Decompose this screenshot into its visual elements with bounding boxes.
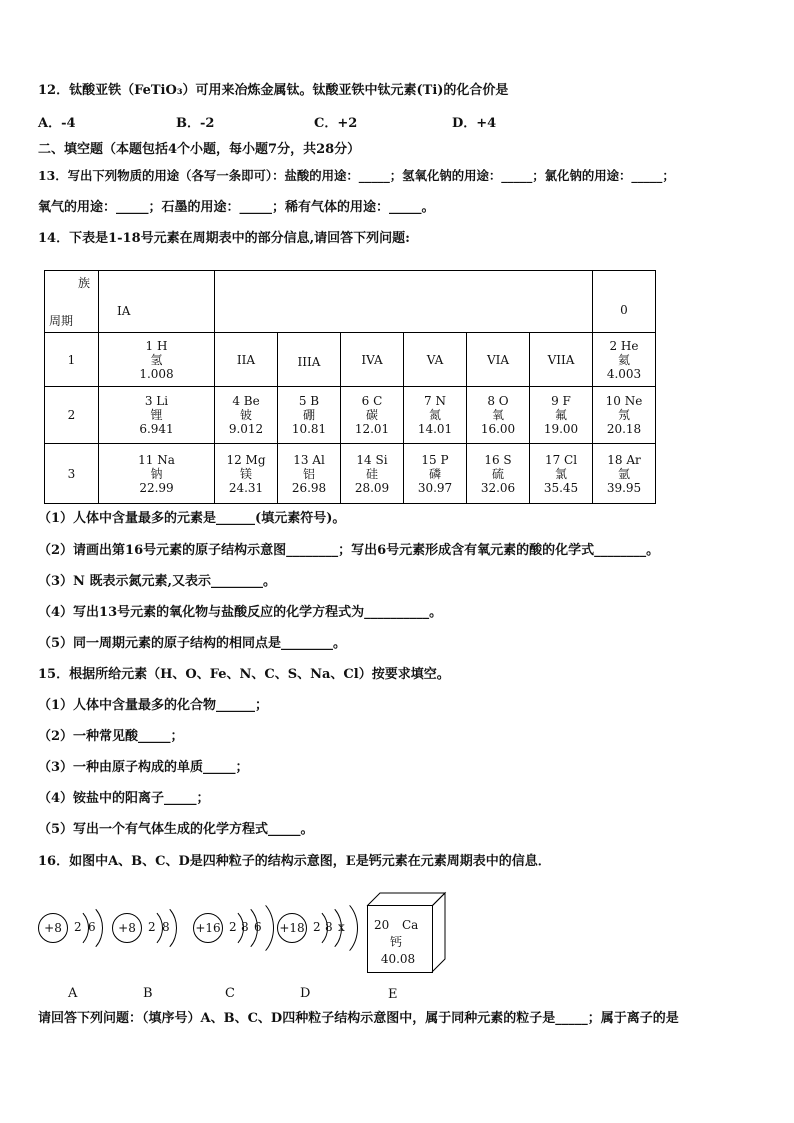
group-va: VA xyxy=(404,333,467,387)
q14-text: 14．下表是1-18号元素在周期表中的部分信息,请回答下列问题: xyxy=(38,231,410,246)
atom-diagram-c xyxy=(193,905,283,951)
cell-f: 9 F 氟 19.00 xyxy=(530,387,593,444)
cell-b: 5 B 硼 10.81 xyxy=(278,387,341,444)
cell-o: 8 O 氧 16.00 xyxy=(467,387,530,444)
q14-sub-5: （5）同一周期元素的原子结构的相同点是________。 xyxy=(38,636,347,651)
atom-diagram-b xyxy=(112,905,182,951)
electron-b-1: 2 xyxy=(148,920,156,934)
label-c: C xyxy=(225,986,235,1001)
cell-be: 4 Be 铍 9.012 xyxy=(215,387,278,444)
cell-si: 14 Si 硅 28.09 xyxy=(341,444,404,504)
electron-c-3: 6 xyxy=(254,920,262,934)
q14-sub-4: （4）写出13号元素的氧化物与盐酸反应的化学方程式为__________。 xyxy=(38,605,443,620)
q12-option-d: D．+4 xyxy=(452,116,497,131)
cell-mg: 12 Mg 镁 24.31 xyxy=(215,444,278,504)
group-viia: VIIA xyxy=(530,333,593,387)
cell-al: 13 Al 铝 26.98 xyxy=(278,444,341,504)
nucleus-c: +16 xyxy=(193,913,223,943)
q15-sub-1: （1）人体中含量最多的化合物______； xyxy=(38,698,269,713)
electron-a-2: 6 xyxy=(88,920,96,934)
cell-cl: 17 Cl 氯 35.45 xyxy=(530,444,593,504)
header-zhouqi: 周期 xyxy=(49,314,74,328)
cell-li: 3 Li 锂 6.941 xyxy=(99,387,215,444)
ca-number: 20 xyxy=(374,918,390,932)
cell-p: 15 P 磷 30.97 xyxy=(404,444,467,504)
ca-symbol: Ca xyxy=(402,918,419,932)
electron-d-1: 2 xyxy=(313,920,321,934)
electron-a-1: 2 xyxy=(74,920,82,934)
cell-na: 11 Na 钠 22.99 xyxy=(99,444,215,504)
label-d: D xyxy=(300,986,311,1001)
nucleus-b: +8 xyxy=(112,913,142,943)
header-zu: 族 xyxy=(77,276,90,290)
calcium-element-box xyxy=(367,905,433,973)
electron-d-3: x xyxy=(338,920,345,934)
group-iia: IIA xyxy=(215,333,278,387)
atom-diagram-a xyxy=(38,905,108,951)
group-via: VIA xyxy=(467,333,530,387)
q15-sub-5: （5）写出一个有气体生成的化学方程式_____。 xyxy=(38,822,314,837)
q12-option-b: B．-2 xyxy=(176,116,215,131)
ca-name: 钙 xyxy=(389,935,402,949)
q16-text: 16．如图中A、B、C、D是四种粒子的结构示意图，E是钙元素在元素周期表中的信息． xyxy=(38,854,551,869)
group-iiia: IIIA xyxy=(278,333,341,387)
section-heading: 二、填空题（本题包括4个小题，每小题7分，共28分） xyxy=(38,142,361,157)
period-1: 1 xyxy=(45,333,99,387)
cell-n: 7 N 氮 14.01 xyxy=(404,387,467,444)
q13-line2: 氧气的用途：_____；石墨的用途：_____；稀有气体的用途：_____。 xyxy=(38,200,435,215)
q15-text: 15．根据所给元素（H、O、Fe、N、C、S、Na、Cl）按要求填空。 xyxy=(38,667,450,682)
electron-b-2: 8 xyxy=(162,920,170,934)
label-b: B xyxy=(143,986,153,1001)
q12-text: 12．钛酸亚铁（FeTiO₃）可用来冶炼金属钛。钛酸亚铁中钛元素(Ti)的化合价是 xyxy=(38,83,509,98)
q13-line1: 13．写出下列物质的用途（各写一条即可）：盐酸的用途：_____；氢氧化钠的用途：_____；氯化钠的用途：_____； xyxy=(38,168,675,183)
nucleus-d: +18 xyxy=(277,913,307,943)
period-2: 2 xyxy=(45,387,99,444)
electron-c-1: 2 xyxy=(229,920,237,934)
electron-d-2: 8 xyxy=(325,920,333,934)
cell-ar: 18 Ar 氩 39.95 xyxy=(593,444,656,504)
q16-question: 请回答下列问题：（填序号）A、B、C、D四种粒子结构示意图中，属于同种元素的粒子是_____；属于离子的是 xyxy=(38,1011,679,1026)
label-a: A xyxy=(68,986,78,1001)
header-zero: 0 xyxy=(593,271,656,333)
q12-option-c: C．+2 xyxy=(314,116,358,131)
q15-sub-2: （2）一种常见酸_____； xyxy=(38,729,184,744)
cell-s: 16 S 硫 32.06 xyxy=(467,444,530,504)
group-iva: IVA xyxy=(341,333,404,387)
q14-sub-2: （2）请画出第16号元素的原子结构示意图________；写出6号元素形成含有氧元素的酸的化学式________。 xyxy=(38,543,660,558)
cell-ne: 10 Ne 氖 20.18 xyxy=(593,387,656,444)
q15-sub-4: （4）铵盐中的阳离子_____； xyxy=(38,791,210,806)
atom-diagram-d xyxy=(277,905,367,951)
nucleus-a: +8 xyxy=(38,913,68,943)
q14-sub-1: （1）人体中含量最多的元素是______(填元素符号)。 xyxy=(38,511,346,526)
q15-sub-3: （3）一种由原子构成的单质_____； xyxy=(38,760,249,775)
cell-he: 2 He 氦 4.003 xyxy=(593,333,656,387)
q14-sub-3: （3）N 既表示氮元素,又表示________。 xyxy=(38,574,276,589)
periodic-table xyxy=(44,270,656,504)
label-e: E xyxy=(388,987,398,1002)
q12-option-a: A．-4 xyxy=(38,116,76,131)
period-3: 3 xyxy=(45,444,99,504)
table-corner xyxy=(45,271,99,333)
electron-c-2: 8 xyxy=(241,920,249,934)
header-ia: IA xyxy=(99,271,215,333)
cell-h: 1 H 氢 1.008 xyxy=(99,333,215,387)
cell-c: 6 C 碳 12.01 xyxy=(341,387,404,444)
ca-mass: 40.08 xyxy=(380,952,416,966)
